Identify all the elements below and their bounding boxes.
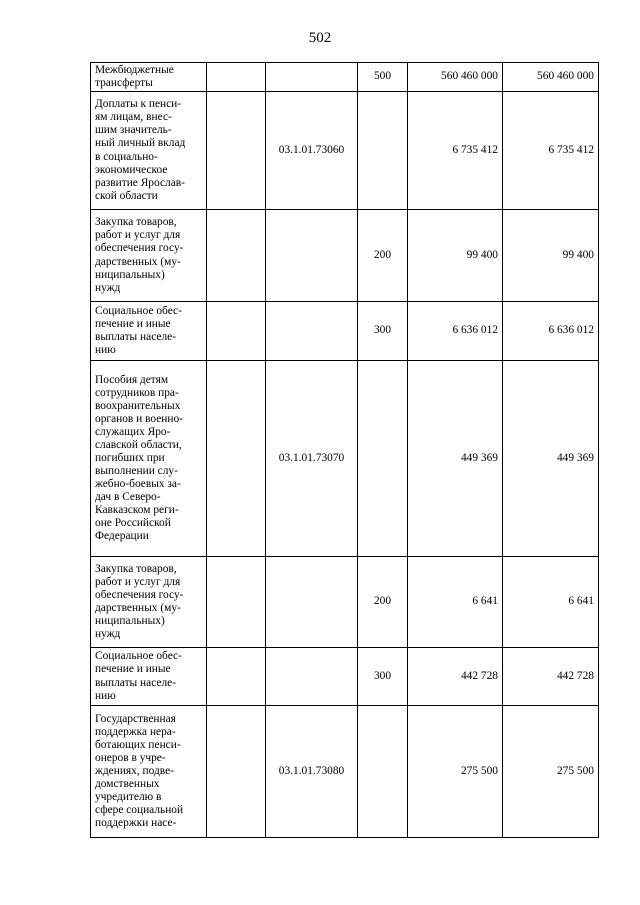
row-sum2: 99 400 bbox=[503, 210, 599, 302]
row-kind bbox=[358, 706, 408, 838]
row-program bbox=[266, 648, 358, 706]
row-name: Социальное обес- печение и иные выплаты населе- нию bbox=[91, 648, 207, 706]
row-name: Закупка товаров, работ и услуг для обеспечения госу- дарственных (му- ниципальных) нужд bbox=[91, 210, 207, 302]
row-sum1: 99 400 bbox=[408, 210, 503, 302]
row-name: Государственная поддержка нера- ботающих пенси- онеров в учре- ждениях, подве- домственных учредителю в сфере социальной поддержки насе- bbox=[91, 706, 207, 838]
row-name: Пособия детям сотрудников пра- воохранительных органов и военно- служащих Яро- славской области, погибших при выполнении слу- жебно-боевых за- дач в Северо- Кавказском реги- оне Российской Федерации bbox=[91, 361, 207, 557]
row-sum2: 560 460 000 bbox=[503, 63, 599, 92]
row-kind bbox=[358, 361, 408, 557]
row-name: Доплаты к пенси- ям лицам, внес- шим значитель- ный личный вклад в социально- экономическое развитие Ярослав- ской области bbox=[91, 92, 207, 210]
row-dept bbox=[207, 210, 266, 302]
row-program bbox=[266, 63, 358, 92]
row-program: 03.1.01.73080 bbox=[266, 706, 358, 838]
row-program: 03.1.01.73070 bbox=[266, 361, 358, 557]
row-kind: 200 bbox=[358, 557, 408, 648]
table-row bbox=[91, 361, 599, 557]
row-sum1: 560 460 000 bbox=[408, 63, 503, 92]
row-program bbox=[266, 210, 358, 302]
row-kind: 300 bbox=[358, 648, 408, 706]
table-row bbox=[91, 557, 599, 648]
row-sum1: 6 636 012 bbox=[408, 302, 503, 361]
row-dept bbox=[207, 92, 266, 210]
table-row bbox=[91, 706, 599, 838]
row-sum2: 275 500 bbox=[503, 706, 599, 838]
row-sum2: 6 641 bbox=[503, 557, 599, 648]
row-kind: 200 bbox=[358, 210, 408, 302]
row-dept bbox=[207, 557, 266, 648]
table-row bbox=[91, 92, 599, 210]
row-sum2: 442 728 bbox=[503, 648, 599, 706]
row-sum1: 6 641 bbox=[408, 557, 503, 648]
table-row bbox=[91, 210, 599, 302]
row-program bbox=[266, 557, 358, 648]
table-row bbox=[91, 302, 599, 361]
row-dept bbox=[207, 706, 266, 838]
row-program bbox=[266, 302, 358, 361]
row-kind: 500 bbox=[358, 63, 408, 92]
row-dept bbox=[207, 648, 266, 706]
budget-table bbox=[90, 62, 599, 838]
row-sum1: 442 728 bbox=[408, 648, 503, 706]
row-name: Закупка товаров, работ и услуг для обеспечения госу- дарственных (му- ниципальных) нужд bbox=[91, 557, 207, 648]
table-row bbox=[91, 648, 599, 706]
row-dept bbox=[207, 63, 266, 92]
row-dept bbox=[207, 302, 266, 361]
row-sum2: 6 636 012 bbox=[503, 302, 599, 361]
row-program: 03.1.01.73060 bbox=[266, 92, 358, 210]
row-name: Социальное обес- печение и иные выплаты населе- нию bbox=[91, 302, 207, 361]
row-kind bbox=[358, 92, 408, 210]
row-dept bbox=[207, 361, 266, 557]
row-kind: 300 bbox=[358, 302, 408, 361]
row-sum1: 449 369 bbox=[408, 361, 503, 557]
row-name: Межбюджетные трансферты bbox=[91, 63, 207, 92]
page-number: 502 bbox=[308, 30, 332, 46]
row-sum1: 6 735 412 bbox=[408, 92, 503, 210]
row-sum2: 449 369 bbox=[503, 361, 599, 557]
table-row bbox=[91, 63, 599, 92]
row-sum2: 6 735 412 bbox=[503, 92, 599, 210]
row-sum1: 275 500 bbox=[408, 706, 503, 838]
